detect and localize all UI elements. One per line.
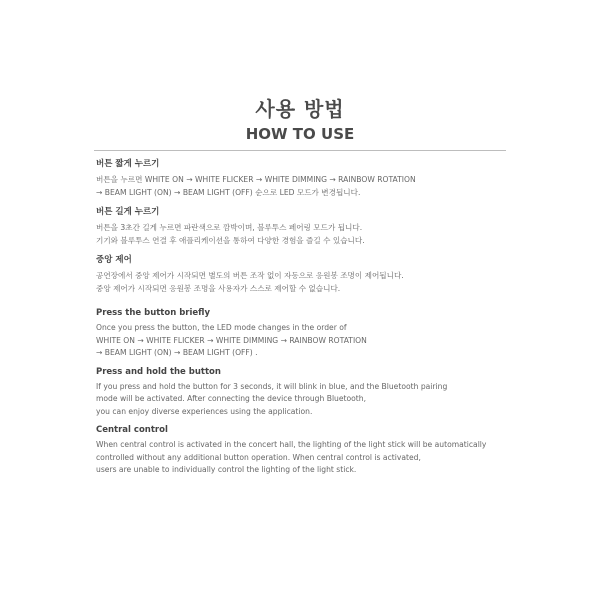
- section-text-line: WHITE ON → WHITE FLICKER → WHITE DIMMING → RAINBOW ROTATION: [96, 335, 367, 345]
- section-text-line: users are unable to individually control the lighting of the light stick.: [96, 465, 357, 474]
- section-text-line: → BEAM LIGHT (ON) → BEAM LIGHT (OFF) .: [96, 348, 258, 357]
- korean-instructions: [96, 158, 516, 295]
- section-heading: 중앙 제어: [96, 255, 132, 265]
- section-short-press-ko: [96, 158, 516, 199]
- title-divider: [94, 150, 506, 151]
- section-text-line: → BEAM LIGHT (ON) → BEAM LIGHT (OFF) 순으로 LED 모드가 변경됩니다.: [96, 187, 361, 197]
- section-central-control-ko: [96, 254, 516, 295]
- section-text-line: controlled without any additional button operation. When central control is activated,: [96, 452, 421, 462]
- section-text-line: 버튼을 3초간 길게 누르면 파란색으로 깜박이며, 블루투스 페어링 모드가 됩니다.: [96, 223, 363, 232]
- page-title-korean: 사용 방법: [255, 97, 345, 121]
- section-long-press-ko: [96, 206, 516, 247]
- page-title-english: HOW TO USE: [245, 125, 355, 143]
- section-text-line: Once you press the button, the LED mode changes in the order of: [96, 323, 347, 332]
- instructions-content: [96, 158, 516, 483]
- section-text-line: 중앙 제어가 시작되면 응원봉 조명을 사용자가 스스로 제어할 수 없습니다.: [96, 283, 341, 293]
- section-central-control-en: [96, 424, 516, 477]
- title-block: [0, 97, 600, 144]
- section-text-line: 버튼을 누르면 WHITE ON → WHITE FLICKER → WHITE DIMMING → RAINBOW ROTATION: [96, 175, 416, 184]
- section-long-press-en: [96, 366, 516, 419]
- section-heading: Press and hold the button: [96, 366, 221, 377]
- section-text-line: you can enjoy diverse experiences using the application.: [96, 406, 313, 416]
- section-text-line: mode will be activated. After connecting the device through Bluetooth,: [96, 394, 367, 403]
- section-heading: Press the button briefly: [96, 308, 211, 318]
- section-heading: 버튼 길게 누르기: [96, 207, 160, 217]
- section-heading: 버튼 짧게 누르기: [96, 159, 160, 169]
- english-instructions: [96, 307, 516, 477]
- section-short-press-en: [96, 307, 516, 360]
- section-text-line: If you press and hold the button for 3 seconds, it will blink in blue, and the Bluetooth pairing: [96, 381, 448, 391]
- section-text-line: 기기와 블루투스 연결 후 애플리케이션을 통하여 다양한 경험을 즐길 수 있습니다.: [96, 235, 365, 245]
- section-text-line: 공연장에서 중앙 제어가 시작되면 별도의 버튼 조작 없이 자동으로 응원봉 조명이 제어됩니다.: [96, 271, 404, 280]
- section-text-line: When central control is activated in the concert hall, the lighting of the light stick will be automatically: [96, 440, 487, 449]
- section-heading: Central control: [96, 425, 168, 435]
